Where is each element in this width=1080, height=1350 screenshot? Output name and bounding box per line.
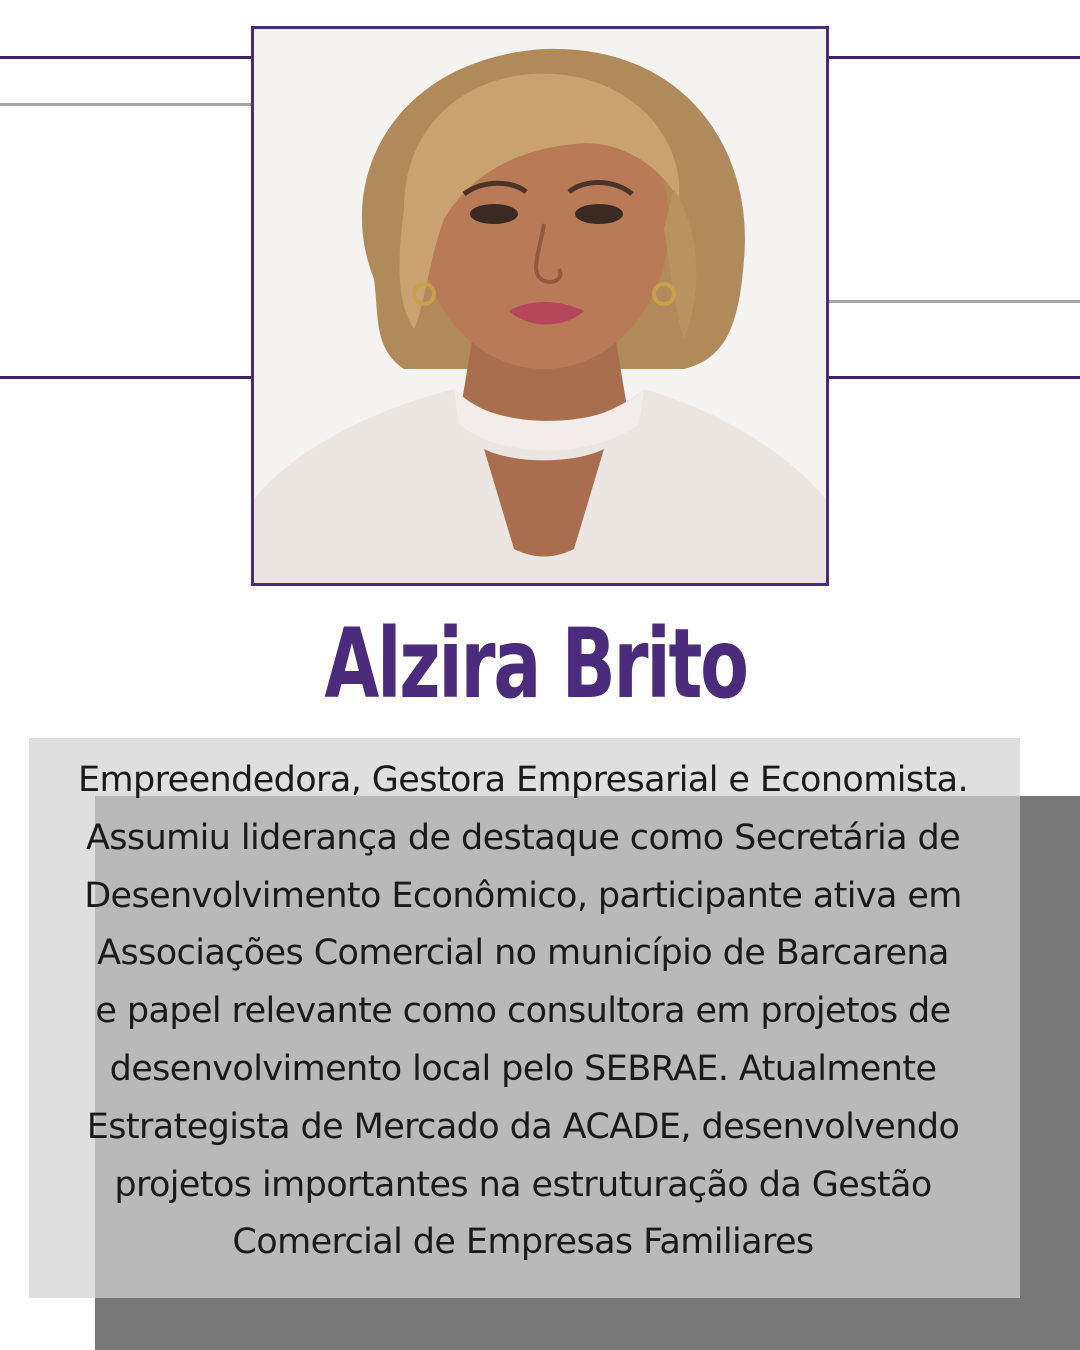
bio-line: Assumiu liderança de destaque como Secretária de	[85, 817, 961, 858]
bio-line: projetos importantes na estruturação da Gestão	[114, 1164, 932, 1205]
bio-line: Desenvolvimento Econômico, participante ativa em	[84, 875, 962, 916]
bio-line: Estrategista de Mercado da ACADE, desenvolvendo	[86, 1106, 960, 1147]
portrait-illustration	[254, 29, 826, 583]
person-name: Alzira Brito	[324, 608, 747, 720]
bio-line: Associações Comercial no município de Barcarena	[97, 933, 949, 974]
bio-line: Comercial de Empresas Familiares	[232, 1222, 814, 1263]
bio-line: Empreendedora, Gestora Empresarial e Economista.	[77, 760, 968, 800]
portrait-photo	[251, 26, 829, 586]
bio-line: e papel relevante como consultora em projetos de	[95, 991, 951, 1032]
bio-line: desenvolvimento local pelo SEBRAE. Atualmente	[109, 1048, 937, 1089]
biography-text	[15, 752, 1031, 1272]
